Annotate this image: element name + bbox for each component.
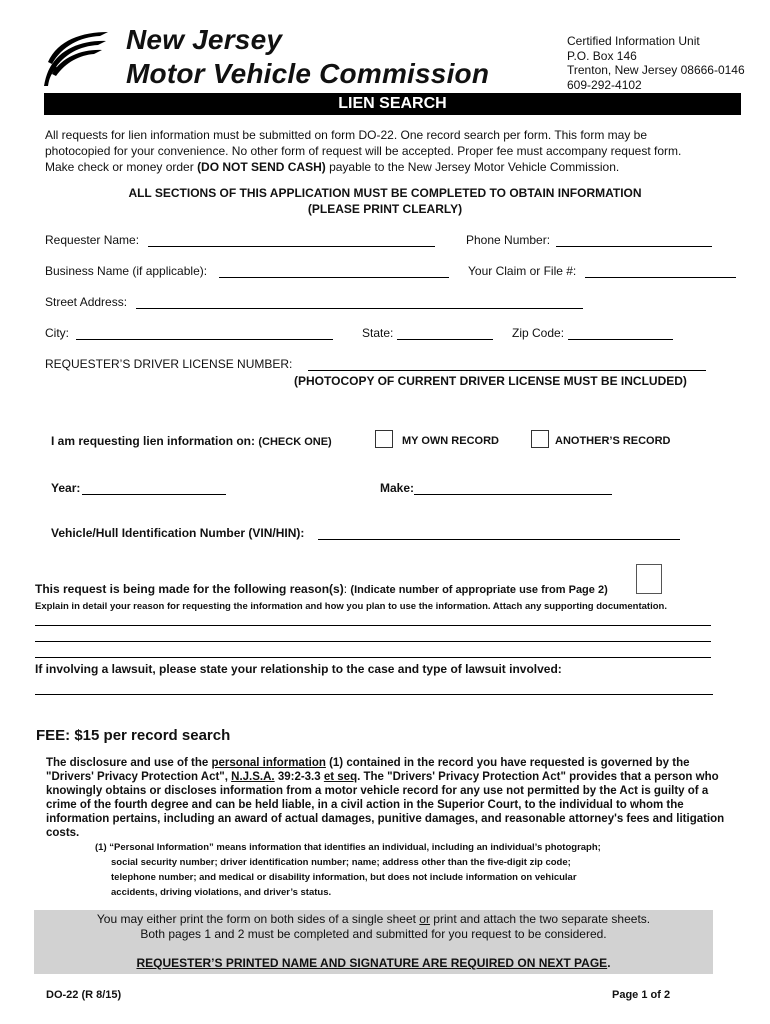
- vin-field[interactable]: [318, 539, 680, 540]
- year-label: Year:: [51, 481, 81, 495]
- street-address-field[interactable]: [136, 308, 583, 309]
- phone-number-field[interactable]: [556, 246, 712, 247]
- lawsuit-field[interactable]: [35, 694, 713, 695]
- address-line: P.O. Box 146: [567, 48, 637, 63]
- instructions-line1: ALL SECTIONS OF THIS APPLICATION MUST BE COMPLETED TO OBTAIN INFORMATION: [128, 186, 642, 200]
- street-address-label: Street Address:: [45, 295, 128, 309]
- footnote-line: telephone number; and medical or disability information, but does not include information on vehicular: [111, 872, 577, 883]
- make-field[interactable]: [414, 494, 612, 495]
- signature-required-notice: REQUESTER’S PRINTED NAME AND SIGNATURE ARE REQUIRED ON NEXT PAGE.: [136, 956, 611, 970]
- address-phone: 609-292-4102: [567, 77, 642, 92]
- mvc-swoosh-logo-icon: [40, 28, 110, 88]
- reason-line-1[interactable]: [35, 625, 711, 626]
- reason-line-3[interactable]: [35, 657, 711, 658]
- claim-file-label: Your Claim or File #:: [468, 264, 577, 278]
- personal-information-footnote: [95, 840, 601, 900]
- agency-address: [567, 34, 745, 92]
- requester-name-field[interactable]: [148, 246, 435, 247]
- claim-file-field[interactable]: [585, 277, 736, 278]
- state-label: State:: [362, 326, 394, 340]
- address-line: Certified Information Unit: [567, 34, 700, 48]
- license-number-label: REQUESTER’S DRIVER LICENSE NUMBER:: [45, 357, 293, 371]
- city-label: City:: [45, 326, 69, 340]
- disclosure-line: crime of the fourth degree and can be held liable, in a civil action in the Superior Court, to the individual to whom the: [46, 799, 684, 811]
- disclosure-line: costs.: [46, 827, 80, 839]
- year-field[interactable]: [82, 494, 226, 495]
- state-field[interactable]: [397, 339, 493, 340]
- instructions-line2: (PLEASE PRINT CLEARLY): [307, 202, 463, 216]
- lawsuit-label: If involving a lawsuit, please state your relationship to the case and type of lawsuit involved:: [35, 662, 562, 676]
- requesting-label: I am requesting lien information on: (CHECK ONE): [51, 434, 332, 448]
- reason-explain-text: Explain in detail your reason for requesting the information and how you plan to use the information. Attach any supporting documentation.: [35, 601, 667, 612]
- requester-name-label: Requester Name:: [45, 233, 140, 247]
- disclosure-line: "Drivers' Privacy Protection Act", N.J.S.A. 39:2-3.3 et seq. The "Drivers' Privacy Protection Act" provides that a person who: [46, 771, 719, 783]
- notice-line-2: Both pages 1 and 2 must be completed and submitted for you request to be considered.: [140, 927, 607, 941]
- print-notice-box: [34, 910, 713, 974]
- license-number-field[interactable]: [308, 370, 706, 371]
- business-name-field[interactable]: [219, 277, 449, 278]
- business-name-label: Business Name (if applicable):: [45, 264, 208, 278]
- make-label: Make:: [380, 481, 415, 495]
- intro-line: photocopied for your convenience. No other form of request will be accepted. Proper fee must accompany request form.: [45, 144, 682, 158]
- zip-code-label: Zip Code:: [512, 326, 565, 340]
- disclosure-text: [46, 756, 726, 840]
- disclosure-line: information pertains, including an award of actual damages, punitive damages, and reasonable attorney's fees and litigation: [46, 813, 725, 825]
- fee-text: FEE: $15 per record search: [36, 727, 231, 744]
- footnote-line: (1) “Personal Information” means information that identifies an individual, including an individual’s photograph;: [95, 842, 601, 853]
- city-field[interactable]: [76, 339, 333, 340]
- vin-label: Vehicle/Hull Identification Number (VIN/HIN):: [51, 526, 305, 540]
- intro-line: All requests for lien information must be submitted on form DO-22. One record search per form. This form may be: [45, 128, 648, 142]
- zip-code-field[interactable]: [568, 339, 673, 340]
- agency-name-line1: New Jersey: [126, 24, 283, 55]
- intro-text: [45, 127, 735, 175]
- form-title: LIEN SEARCH: [44, 93, 741, 115]
- footnote-line: social security number; driver identification number; name; address other than the five-digit zip code;: [111, 857, 571, 868]
- reason-number-box[interactable]: [636, 564, 662, 594]
- footnote-line: accidents, driving violations, and driver’s status.: [111, 887, 332, 898]
- intro-line: Make check or money order (DO NOT SEND CASH) payable to the New Jersey Motor Vehicle Commission.: [45, 160, 620, 174]
- own-record-checkbox[interactable]: [375, 430, 393, 448]
- form-id: DO-22 (R 8/15): [46, 989, 122, 1001]
- reason-line-2[interactable]: [35, 641, 711, 642]
- another-record-checkbox[interactable]: [531, 430, 549, 448]
- another-record-label: ANOTHER’S RECORD: [555, 435, 671, 447]
- agency-name-line2: Motor Vehicle Commission: [126, 58, 490, 89]
- address-line: Trenton, New Jersey 08666-0146: [567, 63, 745, 77]
- license-photocopy-note: (PHOTOCOPY OF CURRENT DRIVER LICENSE MUST BE INCLUDED): [294, 374, 687, 388]
- reason-label: This request is being made for the following reason(s): (Indicate number of appropriate use from Page 2): [35, 582, 608, 596]
- disclosure-line: The disclosure and use of the personal information (1) contained in the record you have requested is governed by the: [46, 757, 690, 769]
- disclosure-line: knowingly obtains or discloses information from a motor vehicle record for any use not permitted by the Act is guilty of a: [46, 785, 709, 797]
- phone-number-label: Phone Number:: [466, 233, 551, 247]
- notice-line-1: You may either print the form on both sides of a single sheet or print and attach the two separate sheets.: [96, 912, 651, 926]
- own-record-label: MY OWN RECORD: [402, 435, 499, 447]
- page-number: Page 1 of 2: [612, 989, 671, 1001]
